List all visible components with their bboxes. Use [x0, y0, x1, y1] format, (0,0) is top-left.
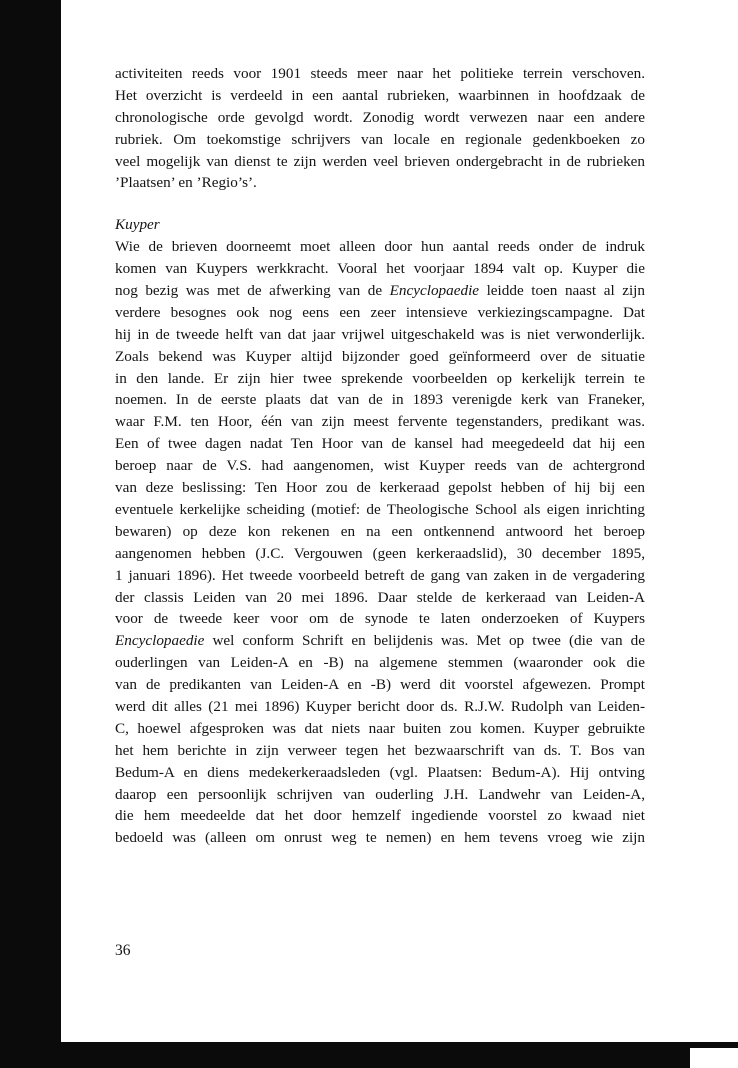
- text-line: werd dit alles (21 mei 1896) Kuyper bericht door ds. R.J.W. Rudolph van Leiden-: [115, 697, 645, 715]
- text-run: nog bezig was met de afwerking van de: [115, 282, 390, 300]
- text-line: van deze beslissing: Ten Hoor zou de kerkeraad gepolst hebben of hij bij een: [115, 479, 645, 497]
- text-line: voor de tweede keer voor om de synode te laten onderzoeken of Kuypers: [115, 610, 645, 628]
- text-line: noemen. In de eerste plaats dat van de in 1893 verenigde kerk van Franeker,: [115, 391, 645, 409]
- text-line: Een of twee dagen nadat Ten Hoor van de kansel had meegedeeld dat hij een: [115, 435, 645, 453]
- italic-title: Encyclopaedie: [115, 632, 205, 650]
- intro-paragraph: [115, 63, 645, 194]
- text-line: rubriek. Om toekomstige schrijvers van locale en regionale gedenkboeken zo: [115, 130, 645, 148]
- text-line: der classis Leiden van 20 mei 1896. Daar stelde de kerkeraad van Leiden-A: [115, 588, 645, 606]
- text-line: in den lande. Er zijn hier twee sprekende voorbeelden op kerkelijk terrein te: [115, 369, 645, 387]
- text-line: verdere besognes ook nog eens een zeer intensieve verkiezingscampagne. Dat: [115, 303, 645, 321]
- text-line-with-italic: [115, 280, 645, 302]
- text-line: het hem berichte in zijn verweer tegen het bezwaarschrift van ds. T. Bos van: [115, 741, 645, 759]
- text-line: ’Plaatsen’ en ’Regio’s’.: [115, 174, 257, 192]
- text-line: chronologische orde gevolgd wordt. Zonodig wordt verwezen naar een andere: [115, 108, 645, 126]
- text-line: waar F.M. ten Hoor, één van zijn meest fervente tegenstanders, predikant was.: [115, 413, 645, 431]
- text-line: 1 januari 1896). Het tweede voorbeeld betreft de gang van zaken in de vergadering: [115, 566, 645, 584]
- text-line: komen van Kuypers werkkracht. Vooral het voorjaar 1894 valt op. Kuyper die: [115, 260, 645, 278]
- text-line: bedoeld was (alleen om onrust weg te nemen) en hem tevens vroeg wie zijn: [115, 829, 645, 847]
- text-run: leidde toen naast al zijn: [479, 282, 645, 300]
- page-number: 36: [115, 942, 131, 959]
- text-line: daarop een persoonlijk schrijven van ouderling J.H. Landwehr van Leiden-A,: [115, 785, 645, 803]
- text-line: van de predikanten van Leiden-A en -B) werd dit voorstel afgewezen. Prompt: [115, 676, 645, 694]
- text-line: C, hoewel afgesproken was dat niets naar buiten zou komen. Kuyper gebruikte: [115, 719, 645, 737]
- italic-title: Encyclopaedie: [389, 282, 480, 300]
- text-line: bewaren) op deze kon rekenen en na een ontkennend antwoord het beroep: [115, 522, 645, 540]
- text-line: veel mogelijk van dienst te zijn werden veel brieven ondergebracht in de rubrieken: [115, 152, 645, 170]
- text-line: aangenomen hebben (J.C. Vergouwen (geen kerkeraadslid), 30 december 1895,: [115, 544, 645, 562]
- page-body: [115, 63, 645, 849]
- scan-border-left: [0, 0, 61, 1068]
- text-line: activiteiten reeds voor 1901 steeds meer naar het politieke terrein verschoven.: [115, 65, 645, 82]
- scan-border-bottom: [0, 1042, 738, 1068]
- text-line: Wie de brieven doorneemt moet alleen door hun aantal reeds onder de indruk: [115, 238, 645, 256]
- text-line-with-italic: [115, 630, 645, 652]
- text-line: eventuele kerkelijke scheiding (motief: de Theologische School als eigen inrichting: [115, 500, 645, 518]
- text-line: ouderlingen van Leiden-A en -B) na algemene stemmen (waaronder ook die: [115, 654, 645, 672]
- text-line: beroep naar de V.S. had aangenomen, wist Kuyper reeds van de achtergrond: [115, 457, 645, 475]
- text-line: Zoals bekend was Kuyper altijd bijzonder goed geïnformeerd over de situatie: [115, 347, 645, 365]
- text-line: hij in de tweede helft van dat jaar vrijwel uitgeschakeld was is niet verwonderlijk.: [115, 325, 645, 343]
- text-line: die hem meedeelde dat het door hemzelf ingediende voorstel zo kwaad niet: [115, 807, 645, 825]
- section-heading: Kuyper: [115, 216, 160, 234]
- text-line: Bedum-A en diens medekerkeraadsleden (vgl. Plaatsen: Bedum-A). Hij ontving: [115, 763, 645, 781]
- text-run: wel conform Schrift en belijdenis was. Met op twee (die van de: [204, 632, 645, 650]
- scan-border-bottom-gap: [690, 1048, 738, 1068]
- kuyper-paragraph: [115, 236, 645, 849]
- text-line: Het overzicht is verdeeld in een aantal rubrieken, waarbinnen in hoofdzaak de: [115, 86, 645, 104]
